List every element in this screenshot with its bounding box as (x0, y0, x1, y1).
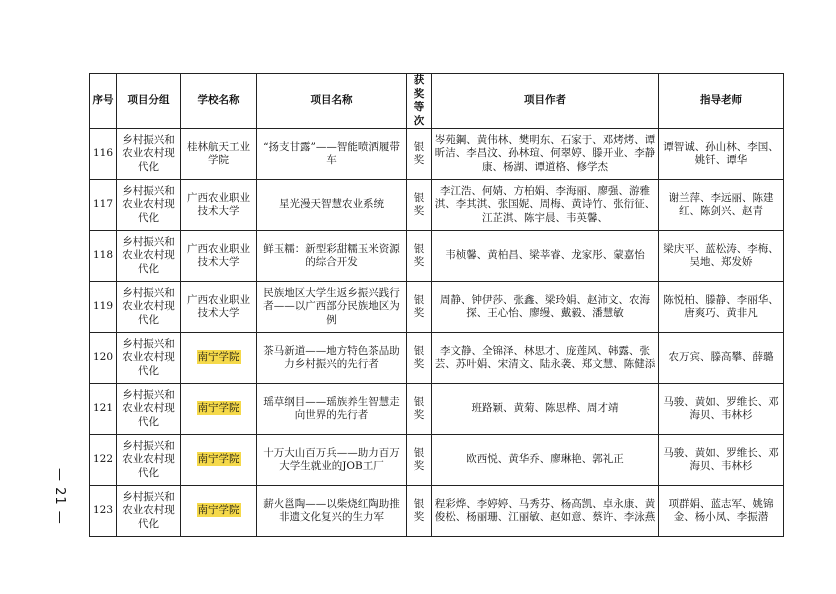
award-level: 银奖 (407, 384, 432, 435)
advisors: 马骏、黄如、罗维长、邓海贝、韦林杉 (659, 435, 784, 486)
school-name (181, 231, 257, 282)
row-number: 121 (90, 384, 117, 435)
project-name: 茶马新道——地方特色茶品助力乡村振兴的先行者 (257, 333, 407, 384)
project-name: 薪火邕陶——以柴烧红陶助推非遗文化复兴的生力军 (257, 486, 407, 537)
project-authors: 欧西悦、黄华乔、廖琳艳、郭礼正 (432, 435, 659, 486)
project-group: 乡村振兴和农业农村现代化 (117, 486, 181, 537)
project-group: 乡村振兴和农业农村现代化 (117, 231, 181, 282)
header-group: 项目分组 (117, 74, 181, 129)
row-number: 118 (90, 231, 117, 282)
table-header-row (90, 74, 784, 129)
row-number: 119 (90, 282, 117, 333)
project-authors: 周静、钟伊莎、张鑫、梁玲娟、赵沛文、农海探、王心怡、廖缦、戴毅、潘慧敏 (432, 282, 659, 333)
table-row (90, 435, 784, 486)
project-authors: 程彩烨、李婷婷、马秀芬、杨高凯、卓永康、黄俊松、杨丽珊、江丽敏、赵如意、蔡许、李泳燕 (432, 486, 659, 537)
school-name (181, 486, 257, 537)
row-number: 120 (90, 333, 117, 384)
award-level: 银奖 (407, 180, 432, 231)
row-number: 116 (90, 129, 117, 180)
project-name: “扬支甘露”——智能喷洒履带车 (257, 129, 407, 180)
award-level: 银奖 (407, 282, 432, 333)
school-name-text: 广西农业职业技术大学 (187, 293, 250, 319)
school-name (181, 180, 257, 231)
advisors: 马骏、黄如、罗维长、邓海贝、韦林杉 (659, 384, 784, 435)
project-group: 乡村振兴和农业农村现代化 (117, 333, 181, 384)
school-name-text: 南宁学院 (197, 504, 240, 517)
award-level: 银奖 (407, 435, 432, 486)
project-group: 乡村振兴和农业农村现代化 (117, 129, 181, 180)
advisors: 梁庆平、蓝松涛、李梅、吴地、郑发娇 (659, 231, 784, 282)
project-authors: 岑苑鋼、黄伟林、樊明东、石家于、邓烤烤、谭昕洁、李昌汶、孙林瑄、何翠婷、滕开业、李静康、杨湖、谭道格、修学杰 (432, 129, 659, 180)
award-level: 银奖 (407, 129, 432, 180)
project-group: 乡村振兴和农业农村现代化 (117, 180, 181, 231)
school-name (181, 129, 257, 180)
header-authors: 项目作者 (432, 74, 659, 129)
advisors: 农万宾、滕高攀、薛璐 (659, 333, 784, 384)
table-row (90, 333, 784, 384)
school-name-text: 南宁学院 (197, 351, 240, 364)
project-authors: 李江浩、何婧、方柏娟、李海丽、廖强、游雅淇、李其淇、张国妮、周梅、黄诗竹、张衍征、江芷淇、陈宇晨、韦英馨、 (432, 180, 659, 231)
project-group: 乡村振兴和农业农村现代化 (117, 282, 181, 333)
header-advisors: 指导老师 (659, 74, 784, 129)
project-authors: 班路颖、黄菊、陈思桦、周才靖 (432, 384, 659, 435)
project-authors: 李文静、全锦泽、林思才、庞莲风、韩露、张芸、苏叶娟、宋清文、陆永袭、郑文慧、陈健添 (432, 333, 659, 384)
award-level: 银奖 (407, 333, 432, 384)
school-name-text: 广西农业职业技术大学 (187, 191, 250, 217)
award-level: 银奖 (407, 231, 432, 282)
header-award: 获奖等次 (407, 74, 432, 129)
school-name-text: 广西农业职业技术大学 (187, 242, 250, 268)
table-row (90, 129, 784, 180)
row-number: 117 (90, 180, 117, 231)
table-row (90, 231, 784, 282)
table-row (90, 486, 784, 537)
advisors: 谭智诚、孙山林、李国、姚钎、谭华 (659, 129, 784, 180)
project-name: 十万大山百万兵——助力百万大学生就业的JOB工厂 (257, 435, 407, 486)
school-name (181, 282, 257, 333)
table-row (90, 180, 784, 231)
table-row (90, 384, 784, 435)
school-name (181, 384, 257, 435)
award-level: 银奖 (407, 486, 432, 537)
school-name (181, 435, 257, 486)
award-table (89, 73, 784, 537)
school-name-text: 南宁学院 (197, 453, 240, 466)
row-number: 123 (90, 486, 117, 537)
page-number: — 21 — (52, 468, 67, 525)
project-name: 民族地区大学生返乡振兴践行者——以广西部分民族地区为例 (257, 282, 407, 333)
table-row (90, 282, 784, 333)
school-name (181, 333, 257, 384)
header-project: 项目名称 (257, 74, 407, 129)
advisors: 项群娟、蓝志军、姚锦金、杨小凤、李振潜 (659, 486, 784, 537)
advisors: 陈悦柏、滕静、李丽华、唐爽巧、黄非凡 (659, 282, 784, 333)
project-group: 乡村振兴和农业农村现代化 (117, 384, 181, 435)
project-group: 乡村振兴和农业农村现代化 (117, 435, 181, 486)
school-name-text: 桂林航天工业学院 (187, 140, 250, 166)
header-school: 学校名称 (181, 74, 257, 129)
project-name: 瑶草纲目——瑶族养生智慧走向世界的先行者 (257, 384, 407, 435)
project-authors: 韦桢馨、黄柏昌、梁莘睿、龙家彤、蒙嘉怡 (432, 231, 659, 282)
project-name: 鲜玉糯：新型彩甜糯玉米资源的综合开发 (257, 231, 407, 282)
advisors: 谢兰萍、李远丽、陈建红、陈剑兴、赵青 (659, 180, 784, 231)
project-name: 星光漫天智慧农业系统 (257, 180, 407, 231)
header-no: 序号 (90, 74, 117, 129)
school-name-text: 南宁学院 (197, 402, 240, 415)
row-number: 122 (90, 435, 117, 486)
